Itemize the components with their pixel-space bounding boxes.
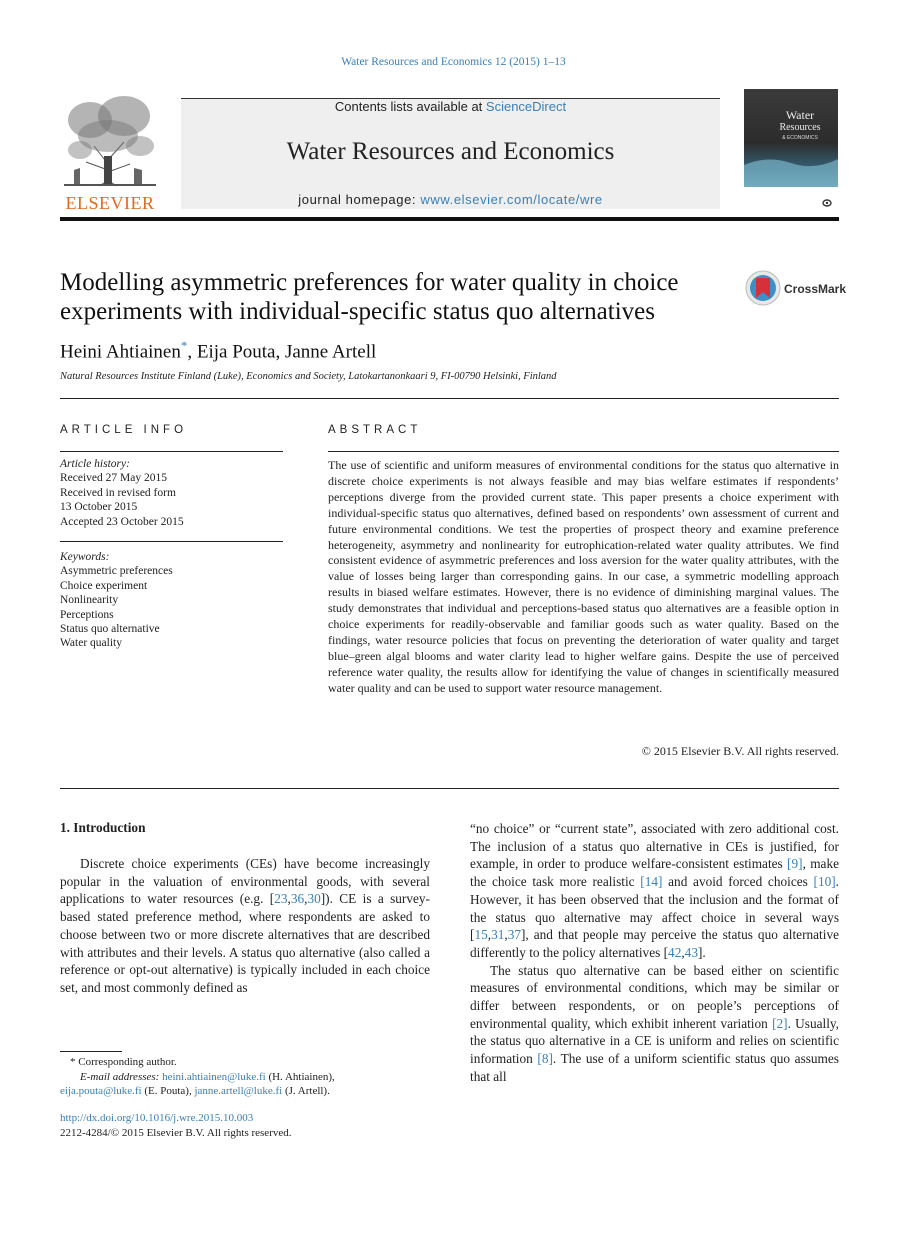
- publisher-name: ELSEVIER: [65, 193, 155, 213]
- email-link[interactable]: janne.artell@luke.fi: [194, 1085, 283, 1097]
- citation-link[interactable]: [8]: [537, 1051, 553, 1067]
- citation-link[interactable]: 23: [274, 891, 288, 907]
- crossmark-badge[interactable]: [745, 270, 845, 310]
- email-link[interactable]: heini.ahtiainen@luke.fi: [162, 1070, 266, 1083]
- abstract-heading: ABSTRACT: [328, 424, 422, 436]
- doi-block: [60, 1111, 292, 1141]
- citation-link[interactable]: [9]: [787, 856, 803, 872]
- issn-copyright: 2212-4284/© 2015 Elsevier B.V. All rights reserved.: [60, 1127, 292, 1139]
- journal-reference[interactable]: Water Resources and Economics 12 (2015) 1–13: [341, 56, 566, 68]
- body-rule: [60, 788, 839, 789]
- text-run: , make the choice task more realistic: [470, 856, 839, 890]
- homepage-line: [181, 192, 720, 207]
- left-column: [60, 855, 430, 997]
- received-date: Received 27 May 2015: [60, 472, 167, 485]
- text-run: . The use of a uniform scientific status quo assumes that all: [470, 1051, 839, 1084]
- contents-line: [181, 99, 720, 114]
- corresponding-author-note: [60, 1055, 440, 1070]
- keyword: Status quo alternative: [60, 623, 160, 636]
- cover-title-2: Resources: [779, 122, 821, 133]
- homepage-prefix: journal homepage:: [298, 192, 421, 207]
- accepted-date: Accepted 23 October 2015: [60, 515, 184, 528]
- email-line-2: [60, 1084, 440, 1099]
- footnote-text: Corresponding author.: [75, 1056, 177, 1068]
- intro-paragraph-1: Discrete choice experiments (CEs) have become increasingly popular in the valuation of environmental goods, with several applications to water resources (e.g. [23,36,30]). CE is a survey-based stated preference method, where respondents are asked to choose between two or more discrete alternatives that are described with attributes and their levels. A status quo alternative (also called a reference or opt-out alternative) is typically included in each choice set, and most commonly defined as: [60, 856, 430, 995]
- text-run: . Usually, the status quo alternative in a CE is uniform and relies on scientific information: [470, 1015, 839, 1067]
- affiliation-rule: [60, 398, 839, 399]
- cover-title-1: Water: [785, 108, 815, 122]
- text-run: ]). CE is a survey-based stated preference method, where respondents are asked to choose between two or more discrete alternatives that are described with attributes and their levels. A status quo alternative (also called a reference or opt-out alternative) is typically included in each choice set, and most commonly defined as: [60, 891, 430, 995]
- revised-date: 13 October 2015: [60, 501, 138, 514]
- keywords-label: Keywords:: [60, 551, 110, 563]
- text-run: ], and that people may perceive the status quo alternative differently to the policy alternatives [: [470, 927, 839, 960]
- keyword: Perceptions: [60, 608, 114, 621]
- cover-title-3: & ECONOMICS: [782, 135, 818, 141]
- abstract-rule: [328, 451, 839, 452]
- citation-link[interactable]: 15: [474, 927, 488, 943]
- intro-paragraph-2: [470, 962, 839, 1086]
- citation-link[interactable]: 37: [507, 927, 521, 943]
- email-label: E-mail addresses:: [80, 1070, 160, 1083]
- footnote-rule: [60, 1051, 122, 1052]
- email-owner: (H. Ahtiainen),: [265, 1070, 335, 1083]
- keyword: Choice experiment: [60, 579, 148, 592]
- article-info-heading: ARTICLE INFO: [60, 424, 188, 436]
- citation-link[interactable]: [10]: [813, 874, 836, 890]
- open-access-icon: [822, 194, 832, 202]
- journal-title: Water Resources and Economics: [286, 138, 615, 165]
- author-1: Heini Ahtiainen: [60, 341, 181, 363]
- affiliation: Natural Resources Institute Finland (Luke), Economics and Society, Latokartanonkaari 9, FI-00790 Helsinki, Finland: [60, 371, 557, 382]
- homepage-link[interactable]: www.elsevier.com/locate/wre: [420, 192, 603, 207]
- keyword: Asymmetric preferences: [60, 565, 173, 578]
- email-owner: (E. Pouta),: [141, 1085, 195, 1097]
- doi-link[interactable]: http://dx.doi.org/10.1016/j.wre.2015.10.003: [60, 1112, 254, 1124]
- citation-link[interactable]: [2]: [772, 1015, 788, 1031]
- header-rule: [60, 217, 839, 221]
- citation-link[interactable]: 31: [491, 927, 505, 943]
- text-run: and avoid forced choices: [662, 874, 814, 890]
- revised-label: Received in revised form: [60, 486, 176, 499]
- crossmark-icon: [745, 270, 781, 306]
- other-authors: , Eija Pouta, Janne Artell: [187, 341, 377, 363]
- article-history: [60, 457, 184, 529]
- journal-cover-image: [744, 89, 838, 187]
- footnote: [60, 1055, 440, 1099]
- history-label: Article history:: [60, 458, 130, 470]
- intro-paragraph-1-cont: “no choice” or “current state”, associated with zero additional cost. The inclusion of a status quo alternative in CEs is justified, for example, in order to produce welfare-consistent estimates [9], make the choice task more realistic [14] and avoid forced choices [10]. However, it has been observed that the inclusion and the format of the status quo alternative may affect choice in several ways [15,31,37], and that people may perceive the status quo alternative differently to the policy alternatives [42,43].: [470, 821, 839, 960]
- citation-link[interactable]: 43: [684, 944, 698, 960]
- crossmark-label: CrossMark: [784, 282, 847, 296]
- keywords-block: [60, 550, 173, 651]
- corresponding-author-mark[interactable]: *: [180, 338, 188, 353]
- right-column: [470, 820, 839, 1086]
- sciencedirect-link[interactable]: ScienceDirect: [485, 99, 567, 114]
- text-run: “no choice” or “current state”, associated with zero additional cost. The inclusion of a status quo alternative in CEs is justified, for example, in order to produce welfare-consistent estimates: [470, 821, 839, 872]
- article-info-rule: [60, 451, 283, 452]
- keyword: Nonlinearity: [60, 594, 119, 607]
- abstract-copyright: © 2015 Elsevier B.V. All rights reserved.: [641, 744, 839, 758]
- email-line-1: [60, 1070, 440, 1085]
- text-run: ].: [697, 944, 706, 960]
- text-run: The status quo alternative can be based either on scientific measures of environmental conditions, which may be similar or differ between respondents, or on people’s perceptions of environmental quality, which exhibit inherent variation: [470, 962, 839, 1031]
- text-run: . However, it has been observed that the inclusion and the format of the status quo alternative may affect choice in several ways [: [470, 874, 839, 943]
- email-link[interactable]: eija.pouta@luke.fi: [60, 1085, 142, 1097]
- author-list: [60, 338, 376, 363]
- section-heading-introduction: 1. Introduction: [60, 820, 146, 835]
- citation-link[interactable]: 30: [307, 891, 321, 907]
- footnote-mark: *: [70, 1056, 76, 1068]
- keywords-rule: [60, 541, 283, 542]
- citation-link[interactable]: 36: [290, 891, 305, 907]
- journal-cover[interactable]: [744, 89, 838, 187]
- citation-link[interactable]: [14]: [640, 874, 663, 890]
- paper-title: Modelling asymmetric preferences for water quality in choice experiments with individual-specific status quo alternatives: [60, 269, 679, 325]
- email-owner: (J. Artell).: [282, 1085, 330, 1097]
- keyword: Water quality: [60, 637, 122, 650]
- citation-link[interactable]: 42: [668, 944, 682, 960]
- contents-prefix: Contents lists available at: [334, 99, 486, 114]
- text-run: Discrete choice experiments (CEs) have become increasingly popular in the valuation of environmental goods, with several applications to water resources (e.g. [: [60, 856, 430, 907]
- abstract-text: The use of scientific and uniform measures of environmental conditions for the status quo alternative in discrete choice experiments is not always feasible and may bias welfare estimates if respondents’ perceptions diverge from the provided current state. This paper presents a choice experiment with individual-specific status quo alternatives, defined based on respondents’ own assessment of current and future environmental conditions. We test the properties of prospect theory and examine preference heterogeneity, asymmetry and nonlinearity for eutrophication-related water quality attributes. We find consistent evidence of asymmetric preferences and loss aversion for the water quality attributes, with the value of losses being larger than corresponding gains. In our case, a symmetric modelling approach results in biased welfare estimates. However, there is no evidence of diminishing marginal values. The study demonstrates that individual and perceptions-based status quo alternatives are a feasible option in choice experiments for readily-observable and familiar goods such as water quality. Based on the findings, water resource policies that focus on preventing the deterioration of water quality and target blue–green algal blooms and water clarity lead to higher welfare gains. Despite the use of perceived reference water quality, the results allow for identifying the value of changes in scientifically measured water quality and can be used to support water resource management.: [328, 458, 839, 695]
